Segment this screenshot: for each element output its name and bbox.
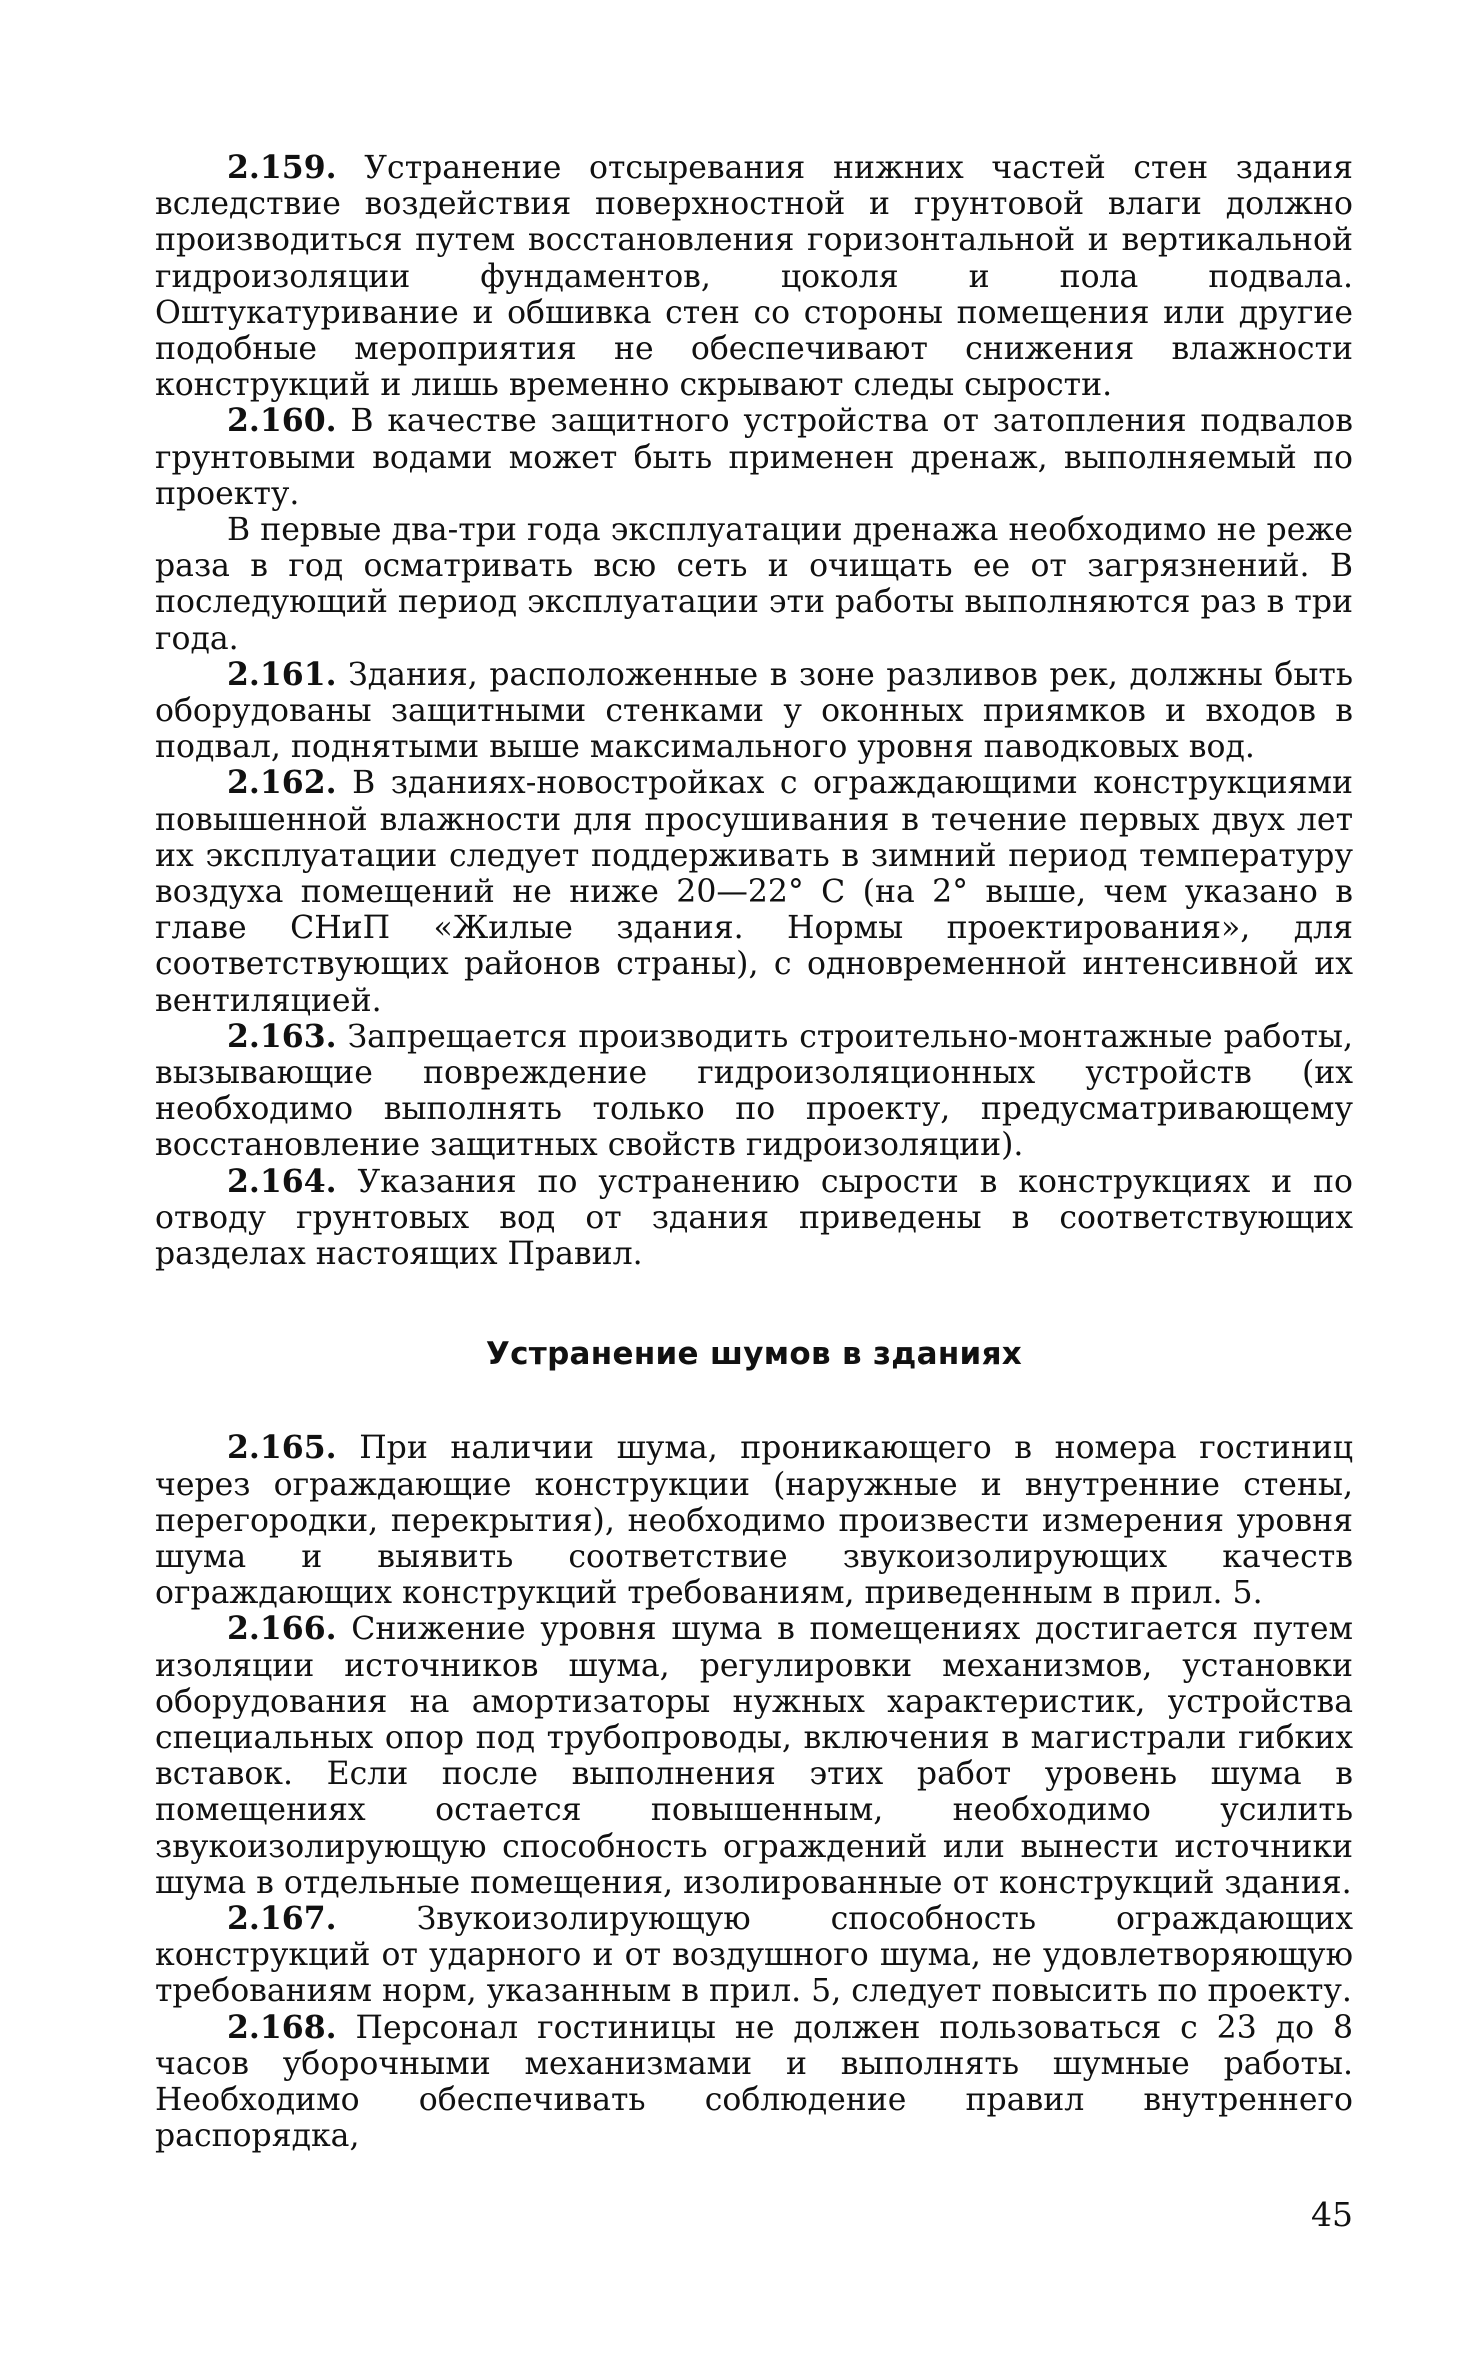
paragraph-number: 2.163. [227, 1017, 337, 1055]
paragraph-2-168 [155, 2010, 1353, 2155]
paragraph-text: Указания по устранению сырости в конструкциях и по отводу грунтовых вод от здания приведены в соответствующих разделах настоящих Правил. [155, 1163, 1353, 1273]
paragraph-text: Персонал гостиницы не должен пользоваться с 23 до 8 часов уборочными механизмами и выполнять шумные работы. Необходимо обеспечивать соблюдение правил внутреннего распорядка, [155, 2009, 1353, 2155]
paragraph-text: Снижение уровня шума в помещениях достигается путем изоляции источников шума, регулировки механизмов, установки оборудования на амортизаторы нужных характеристик, устройства специальных опор под трубопроводы, включения в магистрали гибких вставок. Если после выполнения этих работ уровень шума в помещениях остается повышенным, необходимо усилить звукоизолирующую способность ограждений или вынести источники шума в отдельные помещения, изолированные от конструкций здания. [155, 1611, 1353, 1901]
paragraph-text: Устранение отсыревания нижних частей стен здания вследствие воздействия поверхностной и грунтовой влаги должно производиться путем восстановления горизонтальной и вертикальной гидроизоляции фундаментов, цоколя и пола подвала. Оштукатуривание и обшивка стен со стороны помещения или другие подобные мероприятия не обеспечивают снижения влажности конструкций и лишь временно скрывают следы сырости. [155, 150, 1353, 404]
paragraph-2-162 [155, 765, 1353, 1018]
paragraph-text: Здания, расположенные в зоне разливов рек, должны быть оборудованы защитными стенками у оконных приямков и входов в подвал, поднятыми выше максимального уровня паводковых вод. [155, 656, 1353, 766]
paragraph-2-161 [155, 657, 1353, 766]
paragraph-number: 2.162. [227, 764, 337, 802]
paragraph-2-166 [155, 1611, 1353, 1901]
page-body [155, 150, 1353, 2154]
paragraph-2-160 [155, 403, 1353, 512]
paragraph-number: 2.165. [227, 1429, 337, 1467]
paragraph-2-167 [155, 1901, 1353, 2010]
page-number: 45 [1311, 2195, 1353, 2234]
paragraph-number: 2.161. [227, 655, 337, 693]
paragraph-text: Звукоизолирующую способность ограждающих конструкций от ударного и от воздушного шума, не удовлетворяющую требованиям норм, указанным в прил. 5, следует повысить по проекту. [155, 1900, 1353, 2010]
paragraph-2-164 [155, 1164, 1353, 1273]
paragraph-number: 2.164. [227, 1162, 337, 1200]
paragraph-text: При наличии шума, проникающего в номера гостиниц через ограждающие конструкции (наружные и внутренние стены, перегородки, перекрытия), необходимо произвести измерения уровня шума и выявить соответствие звукоизолирующих качеств ограждающих конструкций требованиям, приведенным в прил. 5. [155, 1430, 1353, 1612]
paragraph-text: В качестве защитного устройства от затопления подвалов грунтовыми водами может быть применен дренаж, выполняемый по проекту. [155, 403, 1353, 512]
paragraph-number: 2.168. [227, 2008, 337, 2046]
paragraph-2-159 [155, 150, 1353, 403]
paragraph-number: 2.166. [227, 1610, 337, 1648]
paragraph-text: В первые два-три года эксплуатации дренажа необходимо не реже раза в год осматривать всю сеть и очищать ее от загрязнений. В последующий период эксплуатации эти работы выполняются раз в три года. [155, 512, 1353, 657]
paragraph-number: 2.160. [227, 402, 337, 440]
paragraph-text: В зданиях-новостройках с ограждающими конструкциями повышенной влажности для просушивания в течение первых двух лет их эксплуатации следует поддерживать в зимний период температуру воздуха помещений не ниже 20—22° С (на 2° выше, чем указано в главе СНиП «Жилые здания. Нормы проектирования», для соответствующих районов страны), с одновременной интенсивной их вентиляцией. [155, 765, 1353, 1019]
paragraph-drainage-inspection [155, 512, 1353, 657]
paragraph-2-165 [155, 1430, 1353, 1611]
paragraph-number: 2.167. [227, 1899, 337, 1937]
paragraph-number: 2.159. [227, 149, 337, 186]
section-heading: Устранение шумов в зданиях [485, 1336, 1023, 1373]
paragraph-text: Запрещается производить строительно-монтажные работы, вызывающие повреждение гидроизоляционных устройств (их необходимо выполнять только по проекту, предусматривающему восстановление защитных свойств гидроизоляции). [155, 1018, 1353, 1164]
paragraph-2-163 [155, 1019, 1353, 1164]
